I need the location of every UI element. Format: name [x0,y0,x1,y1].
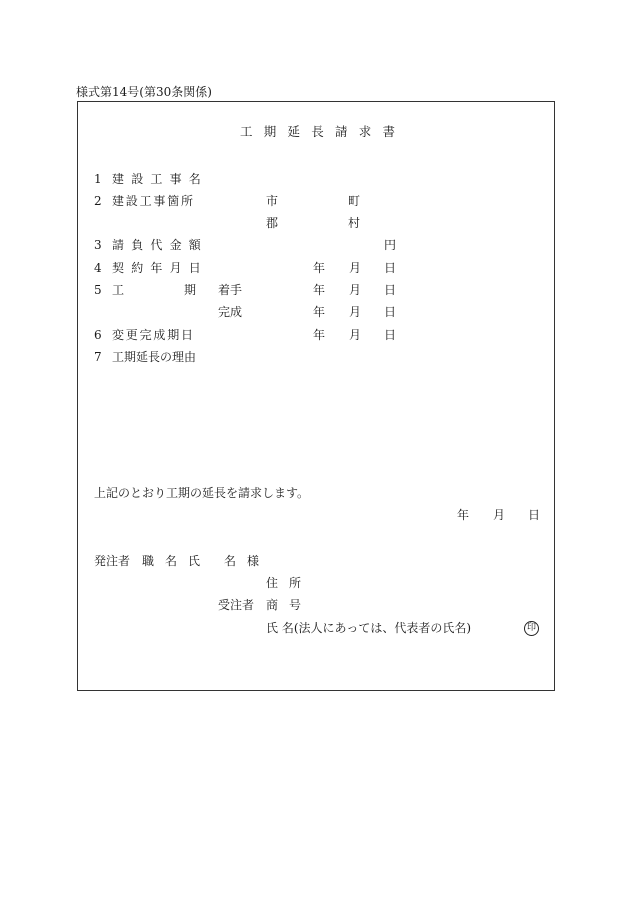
changed-completion-label: 変更完成期日 [112,328,195,342]
form-frame [77,101,555,691]
seal-mark: 印 [524,621,539,636]
item-number-1: 1 [94,172,102,186]
contract-year-label: 年 [313,261,326,275]
finish-day-label: 日 [384,305,397,319]
changed-year-label: 年 [313,328,326,342]
yen-label: 円 [384,238,397,252]
item-number-7: 7 [94,350,102,364]
county-label: 郡 [266,216,279,230]
item-number-2: 2 [94,194,102,208]
start-day-label: 日 [384,283,397,297]
contract-day-label: 日 [384,261,397,275]
contractor-trade-name-label: 商 号 [266,598,305,612]
item-number-4: 4 [94,261,102,275]
extension-reason-label: 工期延長の理由 [112,350,197,364]
construction-period-label-a: 工 [112,283,125,297]
start-label: 着手 [218,283,243,297]
form-number: 様式第14号(第30条関係) [76,85,212,99]
finish-month-label: 月 [349,305,362,319]
town-label: 町 [348,194,361,208]
finish-label: 完成 [218,305,243,319]
item-number-5: 5 [94,283,102,297]
start-month-label: 月 [349,283,362,297]
construction-period-label-b: 期 [184,283,197,297]
declaration-text: 上記のとおり工期の延長を請求します。 [94,486,310,500]
date-month-label: 月 [493,508,506,522]
start-year-label: 年 [313,283,326,297]
document-title: 工期延長請求書 [240,124,407,139]
date-year-label: 年 [457,508,470,522]
contract-date-label: 契約年月日 [112,261,209,275]
village-label: 村 [348,216,361,230]
orderer-label: 発注者 [94,554,131,568]
construction-location-label: 建設工事箇所 [112,194,195,208]
item-number-6: 6 [94,328,102,342]
changed-month-label: 月 [349,328,362,342]
contract-month-label: 月 [349,261,362,275]
orderer-honorific: 名 様 [224,554,263,568]
contractor-name-label: 氏 名(法人にあっては、代表者の氏名) [266,621,472,635]
contractor-label: 受注者 [218,598,255,612]
city-label: 市 [266,194,279,208]
item-number-3: 3 [94,238,102,252]
contractor-address-label: 住 所 [266,576,305,590]
date-day-label: 日 [528,508,541,522]
contract-amount-label: 請負代金額 [112,238,209,252]
changed-day-label: 日 [384,328,397,342]
orderer-title-name: 職 名 氏 [142,554,204,568]
finish-year-label: 年 [313,305,326,319]
construction-name-label: 建設工事名 [112,172,209,186]
